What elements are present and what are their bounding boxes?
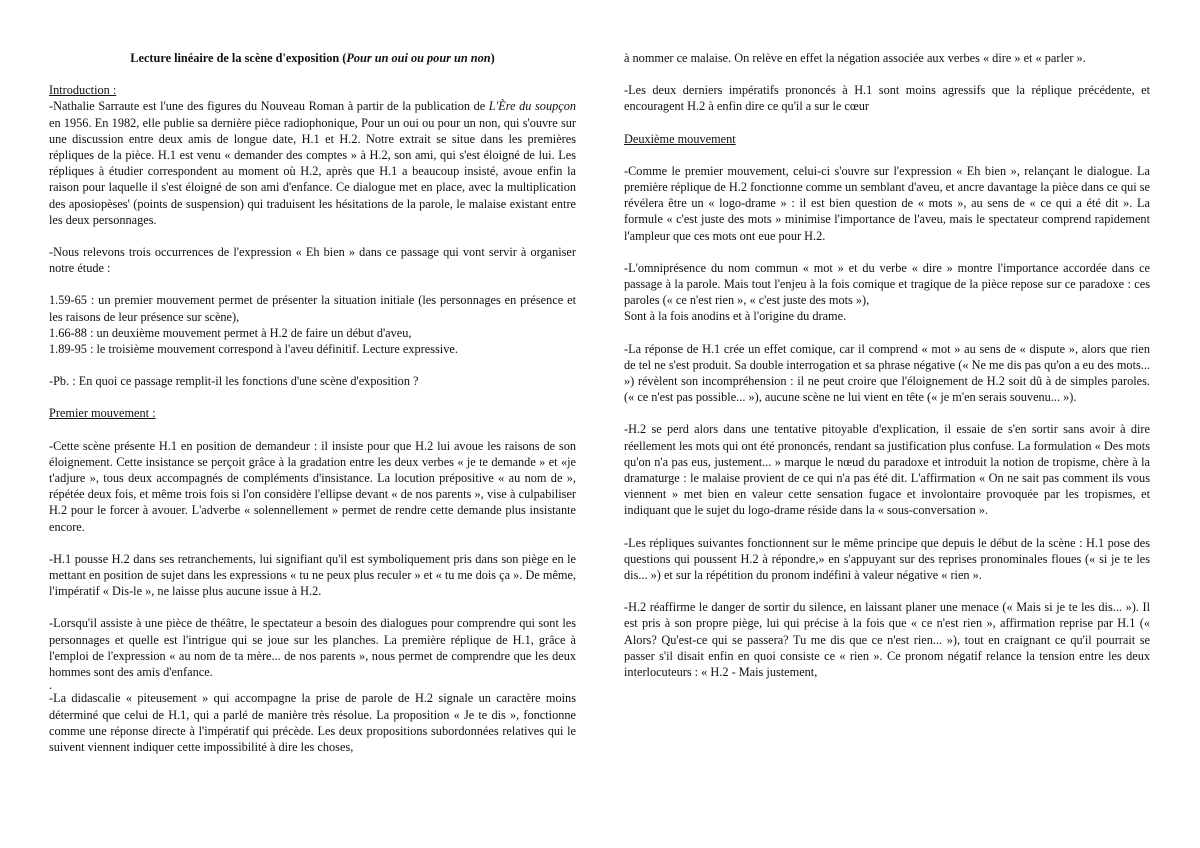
movement-2-paragraph-5: -Les répliques suivantes fonctionnent sur le même principe que depuis le début de la scène : H.1 pose des questions qui poussent H.2 à répondre,» en s'appuyant sur des reprises pronominales floues (« si je te les dis... ») et sur la répétition du pronom indéfini à valeur négative « rien ».	[624, 535, 1150, 583]
intro-paragraph	[49, 98, 576, 228]
movement-2-paragraph-2: -L'omniprésence du nom commun « mot » et du verbe « dire » montre l'importance accordée dans ce passage à la parole. Mais tout l'enjeu à la fois comique et tragique de la pièce repose sur ce paradoxe : ces paroles (« ce n'est rien », « c'est juste des mots »),	[624, 260, 1150, 308]
movement-2-paragraph-4: -H.2 se perd alors dans une tentative pitoyable d'explication, il essaie de s'en sortir sans avoir à dire réellement les mots qui ont été prononcés, rendant sa justification plus confuse. La formulation « Des mots qu'on n'a pas eus, justement... » marque le nœud du paradoxe et introduit la notion de tropisme, chère à la dramaturge : le malaise provient de ce qui n'a pas été dit. L'affirmation « On ne sait pas comment ils vous viennent » met bien en valeur cette sensation fugace et involontaire provoquée par les tropismes, et indiquant que le sujet du logo-drame réside dans la « sous-conversation ».	[624, 422, 1150, 518]
title-end: )	[490, 51, 495, 65]
document-title	[49, 50, 576, 66]
movement-1-paragraph-4: -La didascalie « piteusement » qui accompagne la prise de parole de H.2 signale un caractère moins déterminé que celui de H.1, qui a parlé de manière très résolue. La proposition « Je te dis », fonctionne comme une réponse directe à l'impératif qui précède. Les deux propositions subordonnées relatives qui le suivent viennent indiquer cette impossibilité à dire les choses,	[49, 691, 576, 754]
title-text: Lecture linéaire de la scène d'exposition (	[130, 51, 347, 65]
movement-2-paragraph-1: -Comme le premier mouvement, celui-ci s'ouvre sur l'expression « Eh bien », relançant le dialogue. La première réplique de H.2 fonctionne comme un semblant d'aveu, et ancre davantage la pièce dans ce qui se révélera être un « logo-drame » : il est bien question de « mots », au sens de « ce qui a été dit ». La formule « c'est juste des mots » minimise l'importance de l'aveu, mais le spectateur comprend rapidement l'ampleur que ces mots ont eue pour H.2.	[624, 163, 1150, 243]
right-column	[624, 50, 1150, 696]
intro-plan-paragraph: -Nous relevons trois occurrences de l'expression « Eh bien » dans ce passage qui vont servir à organiser notre étude :	[49, 245, 576, 276]
movement-2-paragraph-6: -H.2 réaffirme le danger de sortir du silence, en laissant planer une menace (« Mais si je te les dis... »). Il est pris à son propre piège, lui qui précise à la fois que « ce n'est rien », affirmation reprise par H.1 (« Alors? Qu'est-ce qui se passera? Tu me dis que ce n'est rien... »), tout en craignant ce qu'il pourrait se passer s'il disait enfin en quoi consiste ce « rien ». Ce pronom négatif relance la tension entre les deux interlocuteurs : « H.2 - Mais justement,	[624, 600, 1150, 680]
intro-heading: Introduction :	[49, 83, 117, 98]
imperatives-paragraph: -Les deux derniers impératifs prononcés à H.1 sont moins agressifs que la réplique précédente, et encouragent H.2 à enfin dire ce qu'il a sur le cœur	[624, 83, 1150, 114]
movement-1-paragraph-1: -Cette scène présente H.1 en position de demandeur : il insiste pour que H.2 lui avoue les raisons de son éloignement. Cette insistance se perçoit grâce à la gradation entre les deux verbes « je te demande » et «je t'adjure », tous deux accompagnés de compléments d'insistance. La locution prépositive « au nom de », répétée deux fois, et même trois fois si l'on considère l'ellipse devant « de nos parents », vise à culpabiliser H.2 pour le forcer à avouer. L'adverbe « solennellement » permet de rendre cette demande plus insistante encore.	[49, 438, 576, 534]
intro-text-a: -Nathalie Sarraute est l'une des figures du Nouveau Roman à partir de la publication de	[49, 99, 489, 114]
movement-2-heading: Deuxième mouvement	[624, 131, 736, 146]
movement-2-paragraph-2b: Sont à la fois anodins et à l'origine du drame.	[624, 309, 847, 324]
plan-item-3: 1.89-95 : le troisième mouvement correspond à l'aveu définitif. Lecture expressive.	[49, 342, 458, 357]
problematic: -Pb. : En quoi ce passage remplit-il les fonctions d'une scène d'exposition ?	[49, 374, 419, 389]
plan-item-2: 1.66-88 : un deuxième mouvement permet à H.2 de faire un début d'aveu,	[49, 325, 412, 340]
stray-dot: .	[49, 678, 53, 693]
title-work: Pour un oui ou pour un non	[346, 51, 491, 65]
continuation-paragraph: à nommer ce malaise. On relève en effet la négation associée aux verbes « dire » et « parler ».	[624, 51, 1086, 65]
left-column	[49, 50, 576, 771]
movement-1-heading: Premier mouvement :	[49, 406, 156, 421]
movement-2-paragraph-3: -La réponse de H.1 crée un effet comique, car il comprend « mot » au sens de « dispute », alors que rien de tel ne s'est produit. Sa double interrogation et sa phrase négative (« Ne me dis pas qu'on a eu des mots... ») révèlent son incompréhension : il ne peut croire que l'éloignement de H.2 soit dû à de simples paroles. (« ce n'est pas possible... »), aucune scène ne lui vient en tête (« je m'en serais souvenu... »).	[624, 341, 1150, 405]
intro-text-b: en 1956. En 1982, elle publie sa dernière pièce radiophonique, Pour un oui ou pour un non, qui s'ouvre sur une discussion entre deux amis de longue date, H.1 et H.2. Notre extrait se situe dans les premières répliques de la pièce. H.1 est venu « demander des comptes » à H.2, son ami, qui s'est éloigné de lui. Les répliques à étudier correspondent au moment où H.2, après que H.1 a beaucoup insisté, avoue enfin la raison pour laquelle il s'est éloigné de son ami d'enfance. Ce dialogue met en place, avec la multiplication des aposiopèses' (points de suspension) qui traduisent les hésitations de la parole, le malaise existant entre les deux personnages.	[49, 115, 576, 227]
movement-1-paragraph-2: -H.1 pousse H.2 dans ses retranchements, lui signifiant qu'il est symboliquement pris dans son piège en le mettant en position de sujet dans les expressions « tu ne peux plus reculer » et « tu me dois ça ». De même, l'impératif « Dis-le », ne laisse plus aucune issue à H.2.	[49, 551, 576, 599]
intro-work-title: L'Ère du soupçon	[488, 99, 576, 114]
movement-1-paragraph-3: -Lorsqu'il assiste à une pièce de théâtre, le spectateur a besoin des dialogues pour comprendre qui sont les personnages et quelle est l'intrigue qui se joue sur les planches. La première réplique de H.1, grâce à l'emploi de l'expression « au nom de ta mère... de nos parents », nous permet de comprendre que les deux hommes sont des amis d'enfance.	[49, 616, 576, 680]
plan-item-1: 1.59-65 : un premier mouvement permet de présenter la situation initiale (les personnages en présence et les raisons de leur présence sur scène),	[49, 293, 576, 324]
